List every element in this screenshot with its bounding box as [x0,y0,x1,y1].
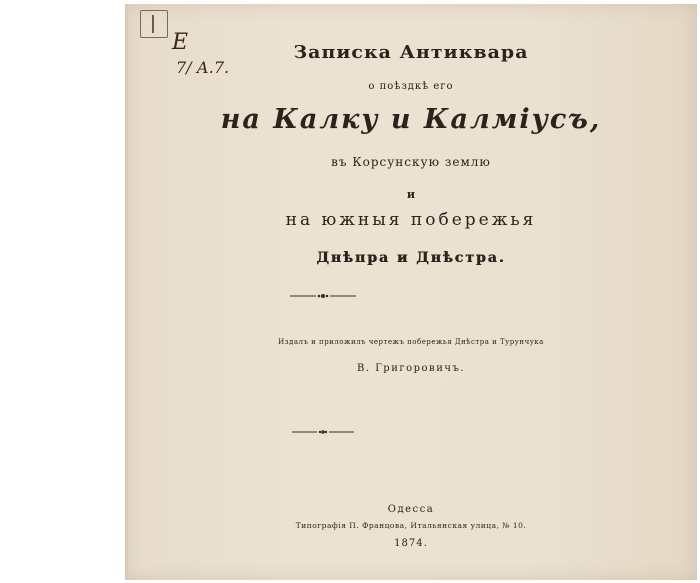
title-line-6: на южныя побережья [285,210,537,230]
title-line-4: въ Корсунскую землю [331,155,491,169]
editor-note: Издалъ и приложилъ чертежъ побережья Днѣстра и Турунчука [278,338,544,346]
ornament-divider-bottom [290,427,356,437]
imprint-city: Одесса [387,504,435,515]
title-line-7: Днѣпра и Днѣстра. [316,250,506,266]
handwritten-shelfmark: 7/ А.7. [176,58,230,77]
imprint-year: 1874. [394,538,428,549]
library-stamp [140,10,168,38]
title-line-2: о поѣздкѣ его [368,81,454,92]
title-line-3: на Калку и Калміусъ, [220,104,602,135]
ornament-divider-top [288,291,358,301]
handwritten-letter: Е [172,30,189,55]
title-line-1: Записка Антиквара [293,42,529,63]
title-line-5: и [406,188,416,201]
author-name: В. Григоровичъ. [356,363,466,374]
imprint-printer: Типографія П. Францова, Итальянская улица, № 10. [295,521,527,530]
